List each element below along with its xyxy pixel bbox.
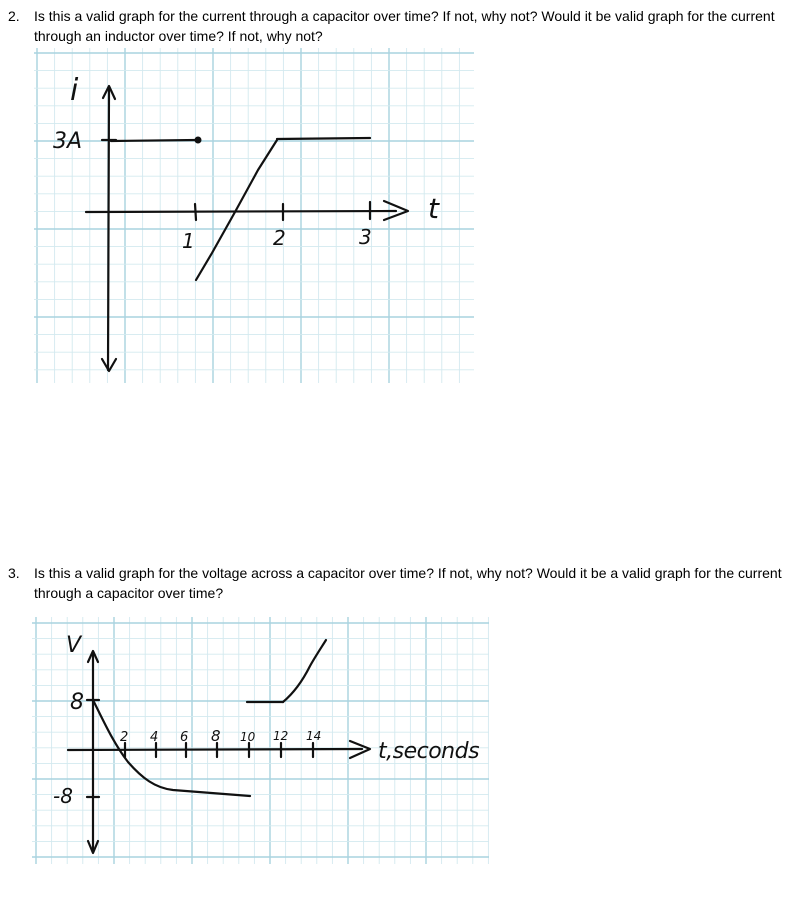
x-axis-line: [86, 211, 396, 212]
current-endpoint-dot: [196, 138, 201, 143]
x-tick-1: [195, 204, 196, 220]
x-tick-label: 4: [150, 730, 159, 745]
x-axis-label: t: [428, 192, 439, 225]
y-axis-line: [108, 88, 109, 370]
x-tick-label: 10: [240, 730, 256, 744]
graph-2-labels: [53, 633, 479, 808]
question-text: Is this a valid graph for the current through a capacitor over time? If not, why not? Would it be valid graph for the current through an inductor over time? If not, why not?: [34, 8, 775, 44]
graph-1-grid: [34, 48, 474, 383]
x-tick-label: 14: [306, 729, 322, 743]
y-axis-label: V: [66, 633, 82, 658]
x-tick-label: 3: [359, 225, 372, 249]
x-tick-label: 8: [211, 727, 221, 745]
x-tick-label: 2: [120, 730, 129, 745]
voltage-segment-rise: [283, 640, 326, 702]
y-axis-label: i: [70, 73, 79, 108]
question-text: Is this a valid graph for the voltage across a capacitor over time? If not, why not? Would it be a valid graph for the current through a capacitor over time?: [34, 565, 782, 601]
x-tick-label: 2: [273, 226, 286, 250]
x-axis-line: [68, 749, 362, 750]
x-tick-label: 6: [180, 730, 189, 745]
graph-1-labels: [53, 73, 440, 253]
current-segment-constant-top: [277, 138, 370, 139]
question-number: 3.: [8, 565, 20, 581]
x-tick-label: 12: [273, 729, 289, 743]
current-segment-ramp: [196, 140, 277, 280]
y-tick-label: 8: [70, 690, 84, 715]
y-tick-label: -8: [53, 784, 73, 808]
x-axis-label: t,seconds: [378, 739, 480, 764]
y-tick-label: 3A: [53, 129, 83, 154]
question-number: 2.: [8, 8, 20, 24]
x-tick-label: 1: [182, 229, 195, 253]
current-segment-constant-3a: [111, 140, 197, 141]
